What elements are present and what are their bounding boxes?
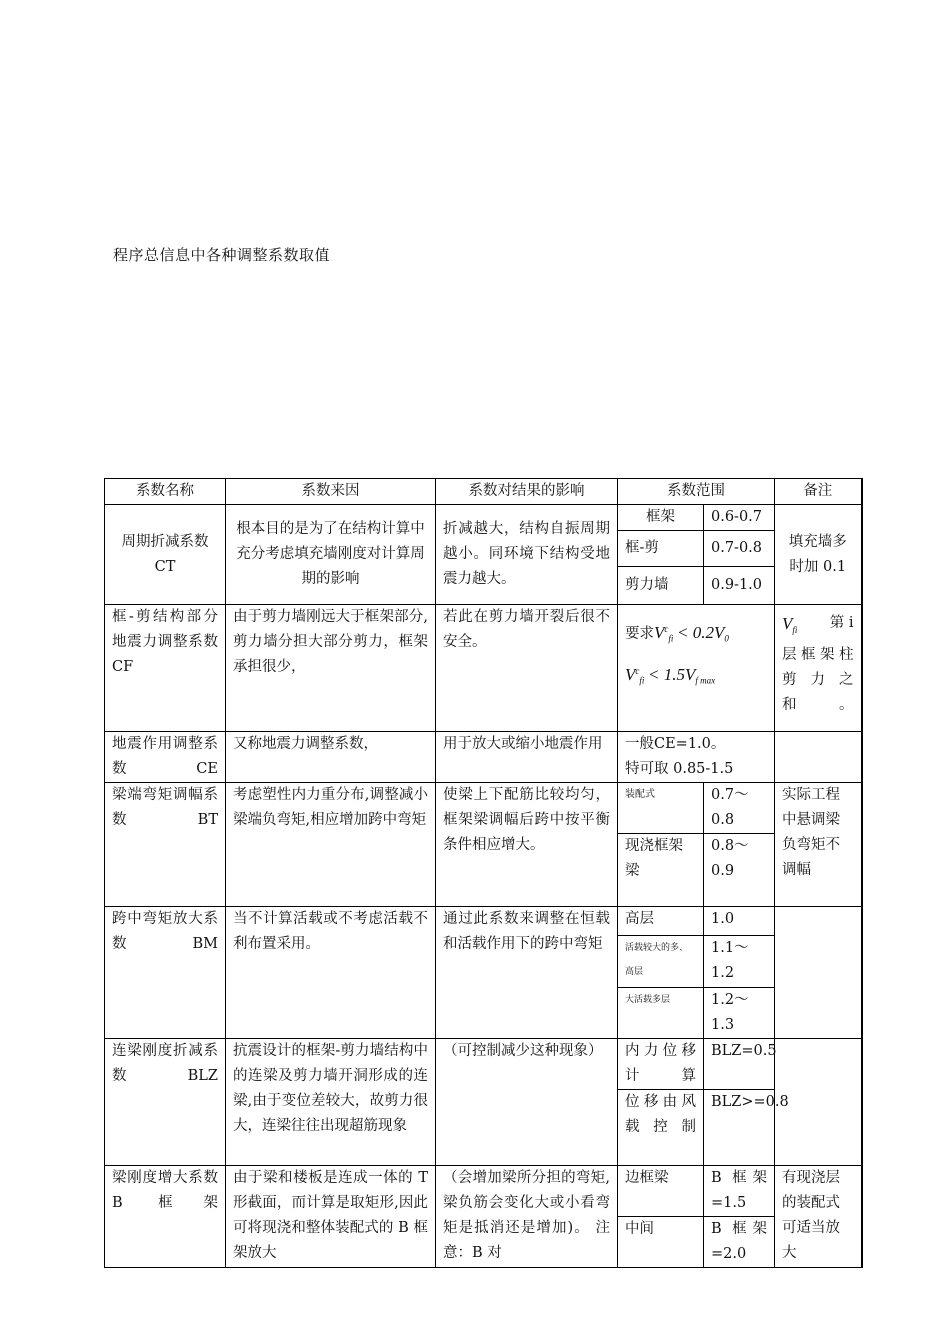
blz-range-label: 内力位移计算 bbox=[618, 1039, 704, 1090]
ce-note bbox=[775, 732, 862, 783]
table-row bbox=[105, 732, 862, 783]
cf-formula-prefix: 要求 bbox=[625, 625, 654, 642]
ct-range-label: 框架 bbox=[618, 505, 704, 531]
blz-range-label: 位移由风载控制 bbox=[618, 1090, 704, 1166]
blz-reason: 抗震设计的框架-剪力墙结构中的连梁及剪力墙开洞形成的连梁,由于变位差较大，故剪力很大，连梁往往出现超筋现象 bbox=[226, 1039, 436, 1166]
cf-note-sub: fi bbox=[792, 624, 798, 635]
table-row bbox=[105, 605, 862, 732]
bt-range-label: 现浇框架梁 bbox=[618, 834, 704, 907]
cf-effect: 若此在剪力墙开裂后很不安全。 bbox=[436, 605, 618, 732]
ct-name-line2: CT bbox=[154, 558, 176, 575]
blz-range-value: BLZ>=0.8 bbox=[704, 1090, 775, 1166]
bt-effect: 使梁上下配筋比较均匀，框架梁调幅后跨中按平衡条件相应增大。 bbox=[436, 783, 618, 907]
blz-effect: （可控制减少这种现象） bbox=[436, 1039, 618, 1166]
ce-reason: 又称地震力调整系数， bbox=[226, 732, 436, 783]
cf-formula-sub0: 0 bbox=[724, 633, 729, 644]
cf-formula-rel1: < 0.2V bbox=[677, 622, 725, 642]
header-effect: 系数对结果的影响 bbox=[436, 479, 618, 505]
cf-formula-sup: c bbox=[664, 624, 669, 634]
ct-range-label: 框-剪 bbox=[618, 531, 704, 567]
table-row bbox=[105, 907, 862, 936]
b-effect: （会增加梁所分担的弯矩,梁负筋会变化大或小看弯矩是抵消还是增加)。 注意：B 对 bbox=[436, 1166, 618, 1268]
cf-note-line1 bbox=[782, 611, 854, 643]
table-row bbox=[105, 1166, 862, 1217]
b-range-label: 中间 bbox=[618, 1217, 704, 1268]
b-reason: 由于梁和楼板是连成一体的 T 形截面，而计算是取矩形,因此可将现浇和整体装配式的 B 框架放大 bbox=[226, 1166, 436, 1268]
ct-name-cell bbox=[105, 505, 226, 605]
bm-note bbox=[775, 907, 862, 1039]
cf-note-line2: 层框架柱剪力之和。 bbox=[782, 646, 854, 713]
ce-range-line2: 特可取 0.85-1.5 bbox=[625, 761, 734, 777]
ct-range-value: 0.6-0.7 bbox=[704, 505, 775, 531]
bm-range-value: 1.0 bbox=[704, 907, 775, 936]
ce-range bbox=[618, 732, 775, 783]
cf-formula-v: V bbox=[654, 622, 665, 642]
cf-formula-sub: fi bbox=[668, 633, 674, 644]
cf-note-text1: 第 i bbox=[829, 615, 854, 631]
ct-note: 填充墙多时加 0.1 bbox=[775, 505, 862, 605]
cf-formula-line2 bbox=[625, 657, 767, 699]
blz-name: 连梁刚度折减系数 BLZ bbox=[105, 1039, 226, 1166]
cf-note-v: V bbox=[782, 614, 793, 633]
ct-range-label: 剪力墙 bbox=[618, 567, 704, 605]
header-reason: 系数来因 bbox=[226, 479, 436, 505]
bm-range-value: 1.2～1.3 bbox=[704, 988, 775, 1039]
ct-effect: 折减越大，结构自振周期越小。同环境下结构受地震力越大。 bbox=[436, 505, 618, 605]
bt-range-value: 0.7～0.8 bbox=[704, 783, 775, 834]
coefficient-table bbox=[104, 478, 863, 1268]
bm-range-value: 1.1～1.2 bbox=[704, 936, 775, 988]
cf-range-formula bbox=[618, 605, 775, 732]
ct-reason: 根本目的是为了在结构计算中充分考虑填充墙刚度对计算周期的影响 bbox=[226, 505, 436, 605]
header-name: 系数名称 bbox=[105, 479, 226, 505]
cf-formula-sub2: fi bbox=[639, 675, 645, 686]
bt-name: 梁端弯矩调幅系数 BT bbox=[105, 783, 226, 907]
table-row bbox=[105, 505, 862, 531]
bt-note: 实际工程中悬调梁负弯矩不调幅 bbox=[775, 783, 862, 907]
table-row bbox=[105, 1039, 862, 1090]
cf-note bbox=[775, 605, 862, 732]
bm-range-label: 高层 bbox=[618, 907, 704, 936]
header-note: 备注 bbox=[775, 479, 862, 505]
ct-range-value: 0.7-0.8 bbox=[704, 531, 775, 567]
ct-name-line1: 周期折减系数 bbox=[121, 533, 209, 550]
header-range: 系数范围 bbox=[618, 479, 775, 505]
b-name: 梁刚度增大系数 B 框架 bbox=[105, 1166, 226, 1268]
bm-effect: 通过此系数来调整在恒载和活载作用下的跨中弯矩 bbox=[436, 907, 618, 1039]
ce-range-line1: 一般CE=1.0。 bbox=[625, 736, 726, 752]
bm-reason: 当不计算活载或不考虑活载不利布置采用。 bbox=[226, 907, 436, 1039]
cf-formula-sup2: c bbox=[635, 666, 640, 676]
b-range-value: B 框架=1.5 bbox=[704, 1166, 775, 1217]
b-range-label: 边框梁 bbox=[618, 1166, 704, 1217]
table-header-row bbox=[105, 479, 862, 505]
cf-reason: 由于剪力墙刚远大于框架部分,剪力墙分担大部分剪力，框架承担很少， bbox=[226, 605, 436, 732]
b-range-value: B 框架=2.0 bbox=[704, 1217, 775, 1268]
bt-reason: 考虑塑性内力重分布,调整减小梁端负弯矩,相应增加跨中弯矩 bbox=[226, 783, 436, 907]
cf-name: 框-剪结构部分地震力调整系数 CF bbox=[105, 605, 226, 732]
ct-range-value: 0.9-1.0 bbox=[704, 567, 775, 605]
table-row bbox=[105, 783, 862, 834]
bt-range-value: 0.8～0.9 bbox=[704, 834, 775, 907]
bm-range-label: 大活载多层 bbox=[618, 988, 704, 1039]
cf-formula-v2: V bbox=[625, 664, 636, 684]
bm-name: 跨中弯矩放大系数 BM bbox=[105, 907, 226, 1039]
blz-range-value: BLZ=0.5 bbox=[704, 1039, 775, 1090]
b-note: 有现浇层的装配式可适当放大 bbox=[775, 1166, 862, 1268]
cf-formula-submax: f max bbox=[695, 675, 716, 686]
bt-range-label: 装配式 bbox=[618, 783, 704, 834]
cf-formula-line1 bbox=[625, 615, 767, 657]
document-title: 程序总信息中各种调整系数取值 bbox=[113, 246, 331, 264]
ce-name: 地震作用调整系数 CE bbox=[105, 732, 226, 783]
cf-formula-rel2: < 1.5V bbox=[648, 664, 696, 684]
bm-range-label: 活载较大的多、高层 bbox=[618, 936, 704, 988]
ce-effect: 用于放大或缩小地震作用 bbox=[436, 732, 618, 783]
